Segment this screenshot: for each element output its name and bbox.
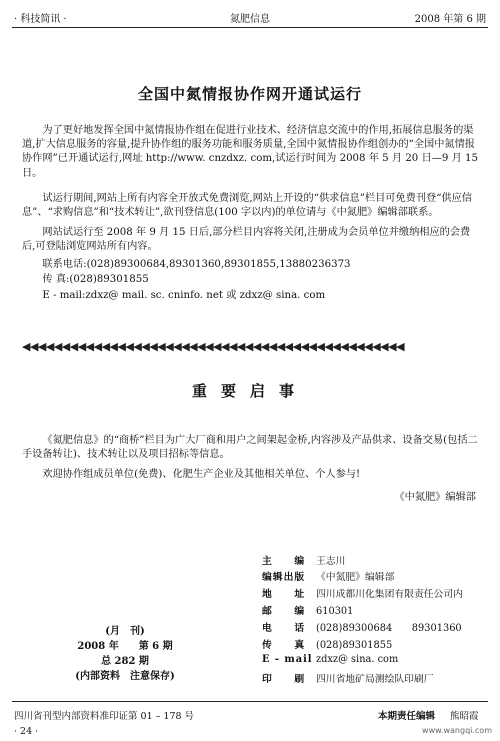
header-issue: 2008 年第 6 期 xyxy=(414,14,486,25)
masthead-row xyxy=(262,603,353,617)
masthead-label: 电 话 xyxy=(262,623,306,634)
masthead-value: zdxz@ sina. com xyxy=(316,654,399,665)
footer-permit: 四川省刊型内部资料准印证第 01 – 178 号 xyxy=(14,711,195,722)
footer-rule xyxy=(12,701,488,702)
monthly-block xyxy=(60,624,190,684)
monthly-note: (内部资料 注意保存) xyxy=(75,671,175,682)
masthead-value: 《中氮肥》编辑部 xyxy=(316,572,395,583)
header-rule xyxy=(12,27,488,28)
masthead-row xyxy=(262,553,345,567)
notice-signature: 《中氮肥》编辑部 xyxy=(394,492,476,503)
notice-paragraph-2: 欢迎协作组成员单位(免费)、化肥生产企业及其他相关单位、个人参与! xyxy=(42,469,361,480)
masthead-row xyxy=(262,569,394,583)
masthead-value: (028)89301855 xyxy=(316,640,393,651)
masthead-label: E - mail xyxy=(262,654,313,665)
contact-phone: 联系电话:(028)89300684,89301360,89301855,13880236373 xyxy=(42,259,351,270)
masthead-row xyxy=(262,654,398,665)
masthead-label: 主 编 xyxy=(262,556,306,567)
monthly-issue: 2008 年 第 6 期 xyxy=(77,641,173,652)
footer-editor-label: 本期责任编辑 xyxy=(378,711,436,722)
notice-paragraph-1: 《氮肥信息》的“商桥”栏目为广大厂商和用户之间架起金桥,内容涉及产品供求、设备交易(包括二手设备转让)、技术转让以及项目招标等信息。 xyxy=(22,435,478,461)
article-paragraph-3: 网站试运行至 2008 年 9 月 15 日后,部分栏目内容将关闭,注册成为会员单位并缴纳相应的会费后,可登陆浏览网站所有内容。 xyxy=(22,227,471,253)
article-paragraph-1: 为了更好地发挥全国中氮情报协作组在促进行业技术、经济信息交流中的作用,拓展信息服务的渠道,扩大信息服务的容量,提升协作组的服务功能和服务质量,全国中氮情报协作组创办的“全国中氮情报协作网”已开通试运行,网址 http://www. cnzdxz. com,试运行时间为 2008 年 5 月 20 日—9 月 15 日。 xyxy=(22,125,479,179)
contact-fax: 传 真:(028)89301855 xyxy=(42,274,149,285)
masthead-row xyxy=(262,671,434,685)
masthead-label: 邮 编 xyxy=(262,606,306,617)
page-number: · 24 · xyxy=(14,726,39,737)
notice-title: 重要启事 xyxy=(191,382,308,400)
masthead-label: 印 刷 xyxy=(262,674,306,685)
watermark: www.wangqi.com xyxy=(422,726,492,735)
contact-email: E - mail:zdxz@ mail. sc. cninfo. net 或 zdxz@ sina. com xyxy=(42,290,326,301)
arrow-divider: ◀◀◀◀◀◀◀◀◀◀◀◀◀◀◀◀◀◀◀◀◀◀◀◀◀◀◀◀◀◀◀◀◀◀◀◀◀◀◀◀◀◀◀◀◀◀◀◀ xyxy=(22,340,405,353)
header-section: · 科技简讯 · xyxy=(14,14,67,25)
article-title: 全国中氮情报协作网开通试运行 xyxy=(137,85,362,103)
masthead-value: (028)89300684 89301360 xyxy=(316,623,462,634)
masthead-row xyxy=(262,586,463,600)
masthead-value: 610301 xyxy=(316,606,354,617)
masthead-row xyxy=(262,637,392,651)
masthead-label: 地 址 xyxy=(262,589,306,600)
header-journal: 氮肥信息 xyxy=(230,14,270,25)
masthead-value: 王志川 xyxy=(316,556,346,567)
article-paragraph-2: 试运行期间,网站上所有内容全开放式免费浏览,网站上开设的“供求信息”栏目可免费刊登“供应信息”、“求购信息”和“技术转让”,欲刊登信息(100 字以内)的单位请与《中氮肥》编辑部联系。 xyxy=(22,193,472,219)
masthead-value: 四川成都川化集团有限责任公司内 xyxy=(316,589,463,600)
masthead-value: 四川省地矿局测绘队印刷厂 xyxy=(316,674,434,685)
masthead-row xyxy=(262,620,462,634)
masthead-label: 传 真 xyxy=(262,640,306,651)
monthly-type: (月 刊) xyxy=(105,626,145,637)
masthead-label: 编辑出版 xyxy=(262,572,306,583)
footer-editor-name: 熊昭霞 xyxy=(450,711,479,722)
monthly-total: 总 282 期 xyxy=(101,656,149,667)
